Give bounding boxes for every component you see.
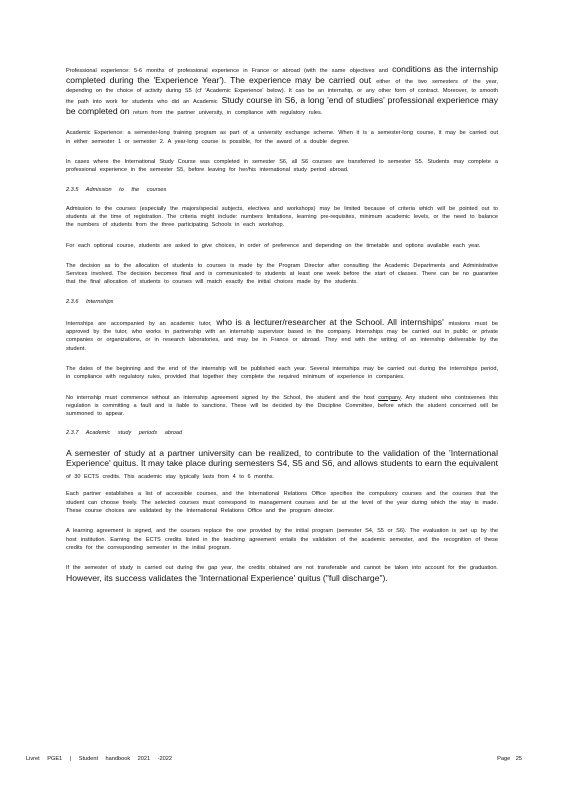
paragraph-semester-abroad xyxy=(66,448,498,482)
text-run: either of the two semesters of the year, depending on the choice of activity during S5 (cf 'Academic Experience' below). It can be an internship, or any other form of contract. Moreover, to smooth the path into work for students who did an Academic xyxy=(66,79,498,105)
text-run: Professional experience: 5-6 months of professional experience in France or abroad (with the same objectives and xyxy=(66,68,393,74)
text-run: company xyxy=(378,394,401,401)
text-run: A semester of study at a partner university can be realized, to contribute to the validation of the 'International Experience' quitus. It may take place during semesters S4, S5 and S6, and allows students to earn the equivalent xyxy=(66,448,498,469)
footer-handbook-label: Livret PGE1 | Student handbook 2021 -2022 xyxy=(26,756,172,762)
paragraph-internship-dates: The dates of the beginning and the end of the internship will be published each year. Several internships may be carried out during the internships period, in compliance with regulatory rules, provided that together they complete the required minimum of experience in companies. xyxy=(66,365,498,381)
text-run: Internships are accompanied by an academic tutor, xyxy=(66,320,217,327)
paragraph-international-study: In cases where the International Study Course was completed in semester S6, all S6 courses are transferred to semester S5. Students may complete a professional experience in the semester S5, before leaving for her/his international study period abroad. xyxy=(66,159,498,174)
text-run: . Any student who contravenes this regulation is committing a fault and is liable to sanctions. These will be decided by the Discipline Committee, before which the student concerned will be summoned to appear. xyxy=(66,394,498,418)
paragraph-academic-experience: Academic Experience: a semester-long training program as part of a university exchange scheme. When it is a semester-long course, it may be carried out in either semester 1 or semester 2. A year-long course is possible, for the award of a double degree. xyxy=(66,130,498,145)
text-run: However, its success validates the 'International Experience' quitus ("full discharge"). xyxy=(66,572,388,583)
heading-admission: 2.3.5 Admission to the courses xyxy=(66,186,167,193)
paragraph-admission: Admission to the courses (especially the majors/special subjects, electives and workshops) may be limited because of criteria which will be pointed out to students at the time of registration. The criteria might include: numbers limitations, learning pre-requisites, minimum academic levels, or the need to balance the numbers of students from the three participating Schools in each workshop. xyxy=(66,205,498,229)
text-run: return from the partner university, in compliance with regulatory rules. xyxy=(129,110,323,117)
paragraph-internship-agreement xyxy=(66,394,498,419)
text-run: conditions as the internship completed during the 'Experience Year'). The experience may be carried out xyxy=(66,64,498,86)
paragraph-allocation: The decision as to the allocation of students to courses is made by the Program Director after consulting the Academic Departments and Administrative Services involved. The decision becomes final and is communicated to students at least one week before the start of classes. There can be no guarantee that the final allocation of students to courses will match exactly the initial choices made by the students. xyxy=(66,262,498,286)
paragraph-internships xyxy=(66,317,498,353)
page-body xyxy=(66,64,498,596)
text-run: of 30 ECTS credits. This academic stay typically lasts from 4 to 6 months. xyxy=(66,474,275,481)
heading-internships: 2.3.6 Internships xyxy=(66,298,114,305)
text-run: who is a lecturer/researcher at the School. All internships' xyxy=(216,316,444,327)
paragraph-learning-agreement: A learning agreement is signed, and the courses replace the one provided by the initial program (semester S4, S5 or S6). The evaluation is set up by the host institution. Earning the ECTS credits listed in the teaching agreement entails the validation of the academic semester, and the recognition of these credits for the corresponding semester in the initial program. xyxy=(66,528,498,551)
text-run: No internship must commence without an internship agreement signed by the School, the student and the host xyxy=(66,394,379,401)
page-number: Page 25 xyxy=(497,756,522,762)
paragraph-gap-year xyxy=(66,564,498,584)
text-run: Study course in S6, a long 'end of studies' professional experience may be completed on xyxy=(66,94,498,117)
heading-study-abroad: 2.3.7 Academic study periods abroad xyxy=(66,430,183,437)
paragraph-optional-courses: For each optional course, students are asked to give choices, in order of preference and depending on the timetable and options available each year. xyxy=(66,242,481,249)
paragraph-professional-experience xyxy=(66,64,498,117)
text-run: If the semester of study is carried out during the gap year, the credits obtained are not transferable and cannot be taken into account for the graduation. xyxy=(66,565,498,572)
text-run: missions must be approved by the tutor, who works in partnership with an internship supervisor based in the company. Internships may be carried out in public or private companies or organizations, or in research laboratories, and may be in France or abroad. They end with the writing of an internship deliverable by the student. xyxy=(66,320,498,352)
paragraph-partner-courses: Each partner establishes a list of accessible courses, and the International Relations Office specifies the compulsory courses and the courses that the student can choose freely. The selected courses must correspond to management courses and be at the level of the year during which the stay is made. These course choices are validated by the International Relations Office and the program director. xyxy=(66,491,498,515)
